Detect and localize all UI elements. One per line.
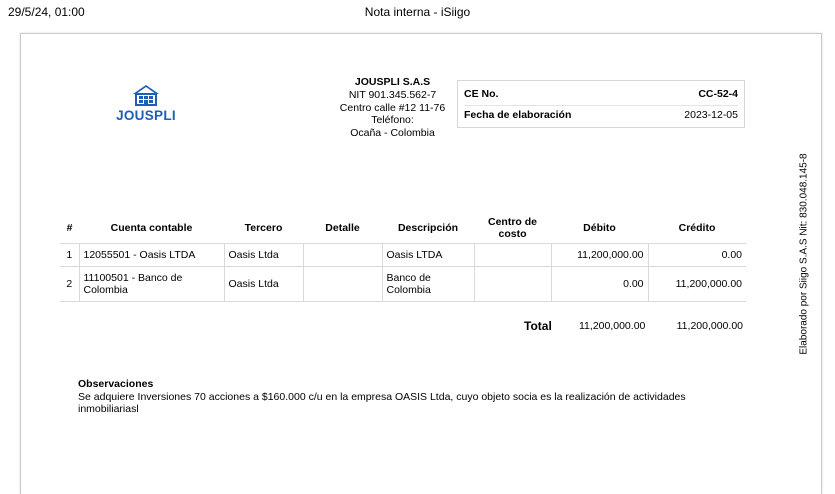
date-row xyxy=(464,106,738,126)
row-credit: 11,200,000.00 xyxy=(648,267,746,302)
company-info xyxy=(330,76,455,140)
date-label: Fecha de elaboración xyxy=(464,109,572,121)
row-account-line1: 11100501 - Banco de xyxy=(83,272,183,284)
row-third: Oasis Ltda xyxy=(224,267,303,302)
ce-row xyxy=(464,85,738,106)
table-row xyxy=(60,267,746,302)
header-third: Tercero xyxy=(244,221,283,234)
ce-label: CE No. xyxy=(464,88,499,100)
company-nit: NIT 901.345.562-7 xyxy=(348,88,437,101)
total-label: Total xyxy=(524,319,552,333)
print-datetime: 29/5/24, 01:00 xyxy=(8,5,85,19)
observations xyxy=(78,378,738,416)
ce-value: CC-52-4 xyxy=(698,88,738,100)
row-detail xyxy=(303,244,382,267)
header-account: Cuenta contable xyxy=(110,221,193,234)
company-logo xyxy=(114,84,178,123)
row-credit: 0.00 xyxy=(648,244,746,267)
row-description: Oasis LTDA xyxy=(382,244,474,267)
row-description xyxy=(382,267,474,302)
observations-line1: Se adquiere Inversiones 70 acciones a $160.000 c/u en la empresa OASIS Ltda, cuyo objeto socia es la realización de actividades xyxy=(78,390,686,403)
observations-line2: inmobiliariasl xyxy=(78,403,139,415)
row-cost-center xyxy=(474,244,551,267)
row-description-line1: Banco de xyxy=(386,272,431,284)
row-debit: 11,200,000.00 xyxy=(551,244,648,267)
print-title: Nota interna - iSiigo xyxy=(364,5,471,19)
header-cost-center xyxy=(474,212,551,244)
logo-text: JOUSPLI xyxy=(116,108,176,123)
observations-label: Observaciones xyxy=(78,378,154,390)
row-account: 12055501 - Oasis LTDA xyxy=(79,244,224,267)
table-row xyxy=(60,244,746,267)
row-third: Oasis Ltda xyxy=(224,244,303,267)
row-account xyxy=(79,267,224,302)
print-header xyxy=(0,0,835,22)
date-value: 2023-12-05 xyxy=(684,109,738,121)
header-debit: Débito xyxy=(583,221,616,234)
header-cost-center-line1: Centro de xyxy=(487,215,537,228)
company-name: JOUSPLI S.A.S xyxy=(354,76,431,88)
document-info-box xyxy=(457,80,745,128)
header-cost-center-line2: costo xyxy=(498,227,527,240)
entries-table xyxy=(60,212,746,302)
header-idx: # xyxy=(66,221,73,234)
row-detail xyxy=(303,267,382,302)
total-credit: 11,200,000.00 xyxy=(676,320,743,332)
row-debit: 0.00 xyxy=(551,267,648,302)
company-phone: Teléfono: xyxy=(371,114,414,127)
company-city: Ocaña - Colombia xyxy=(350,127,435,140)
row-description-line2: Colombia xyxy=(386,284,431,296)
row-account-line2: Colombia xyxy=(83,284,128,296)
row-idx: 1 xyxy=(60,244,79,267)
side-note: Elaborado por Siigo S.A.S Nit: 830.048.145-8 xyxy=(798,153,810,355)
company-address: Centro calle #12 11-76 xyxy=(339,101,446,114)
header-credit: Crédito xyxy=(678,221,716,234)
total-debit: 11,200,000.00 xyxy=(579,320,646,332)
row-cost-center xyxy=(474,267,551,302)
header-detail: Detalle xyxy=(325,221,360,234)
table-header-row xyxy=(60,212,746,244)
row-idx: 2 xyxy=(60,267,79,302)
header-description: Descripción xyxy=(397,221,459,234)
house-icon xyxy=(132,84,160,106)
